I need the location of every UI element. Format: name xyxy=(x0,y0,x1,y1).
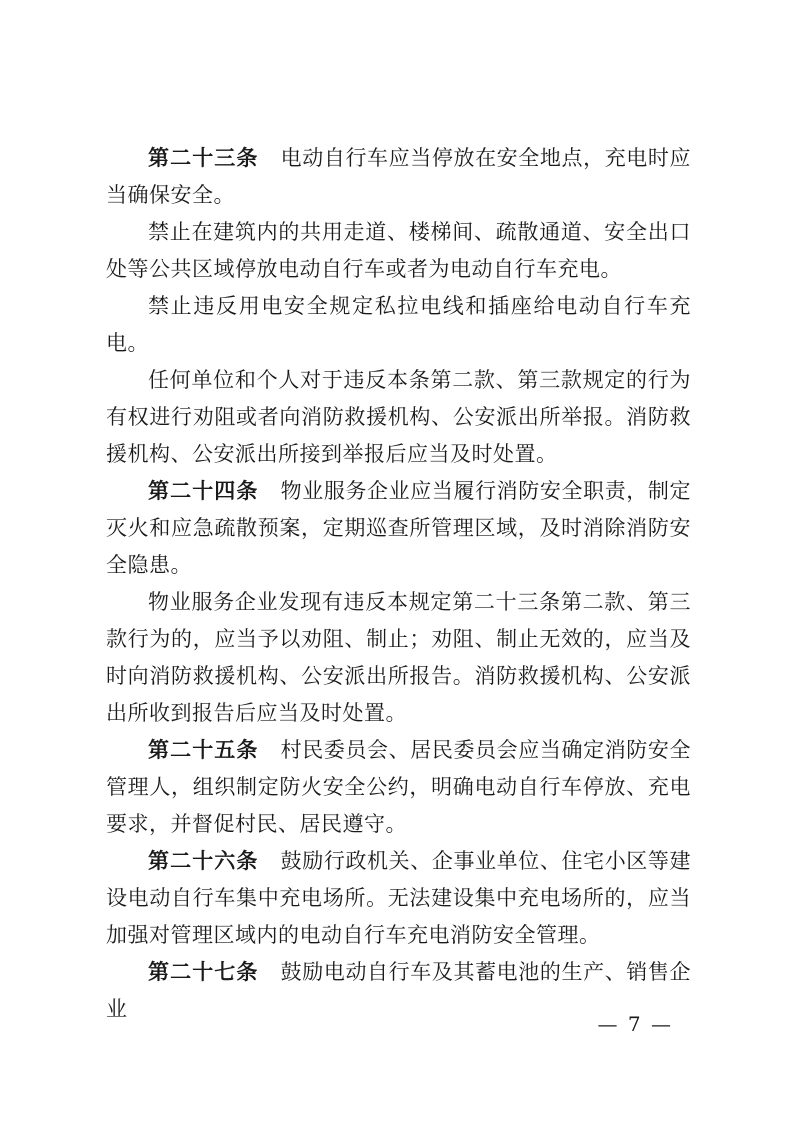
page-number: — 7 — xyxy=(597,1012,673,1036)
article-26-paragraph-1 xyxy=(106,843,691,954)
article-24-paragraph-2: 物业服务企业发现有违反本规定第二十三条第二款、第三款行为的，应当予以劝阻、制止；劝阻、制止无效的，应当及时向消防救援机构、公安派出所报告。消防救援机构、公安派出所收到报告后应当及时处置。 xyxy=(106,590,691,725)
article-26-text-1: 鼓励行政机关、企事业单位、住宅小区等建设电动自行车集中充电场所。无法建设集中充电场所的，应当加强对管理区域内的电动自行车充电消防安全管理。 xyxy=(106,849,692,947)
article-23-title: 第二十三条 xyxy=(148,146,259,170)
article-25-paragraph-1 xyxy=(106,732,691,843)
article-23-text-1: 电动自行车应当停放在安全地点，充电时应当确保安全。 xyxy=(106,146,692,207)
document-page xyxy=(106,140,691,1028)
article-24-title: 第二十四条 xyxy=(148,479,259,503)
article-23-paragraph-2: 禁止在建筑内的共用走道、楼梯间、疏散通道、安全出口处等公共区域停放电动自行车或者为电动自行车充电。 xyxy=(106,220,691,281)
article-23-paragraph-1 xyxy=(106,140,691,214)
article-23-paragraph-4: 任何单位和个人对于违反本条第二款、第三款规定的行为有权进行劝阻或者向消防救援机构、公安派出所举报。消防救援机构、公安派出所接到举报后应当及时处置。 xyxy=(106,368,691,466)
article-25-title: 第二十五条 xyxy=(148,738,259,762)
article-24-paragraph-1 xyxy=(106,473,691,584)
page-footer xyxy=(0,1012,793,1036)
article-25-text-1: 村民委员会、居民委员会应当确定消防安全管理人，组织制定防火安全公约，明确电动自行车停放、充电要求，并督促村民、居民遵守。 xyxy=(106,738,692,836)
article-26-title: 第二十六条 xyxy=(148,849,259,873)
article-23-paragraph-3: 禁止违反用电安全规定私拉电线和插座给电动自行车充电。 xyxy=(106,294,691,355)
article-27-text-1: 鼓励电动自行车及其蓄电池的生产、销售企业 xyxy=(106,960,692,1021)
article-24-text-1: 物业服务企业应当履行消防安全职责，制定灭火和应急疏散预案，定期巡查所管理区域，及时消除消防安全隐患。 xyxy=(106,479,692,577)
article-27-title: 第二十七条 xyxy=(148,960,259,984)
